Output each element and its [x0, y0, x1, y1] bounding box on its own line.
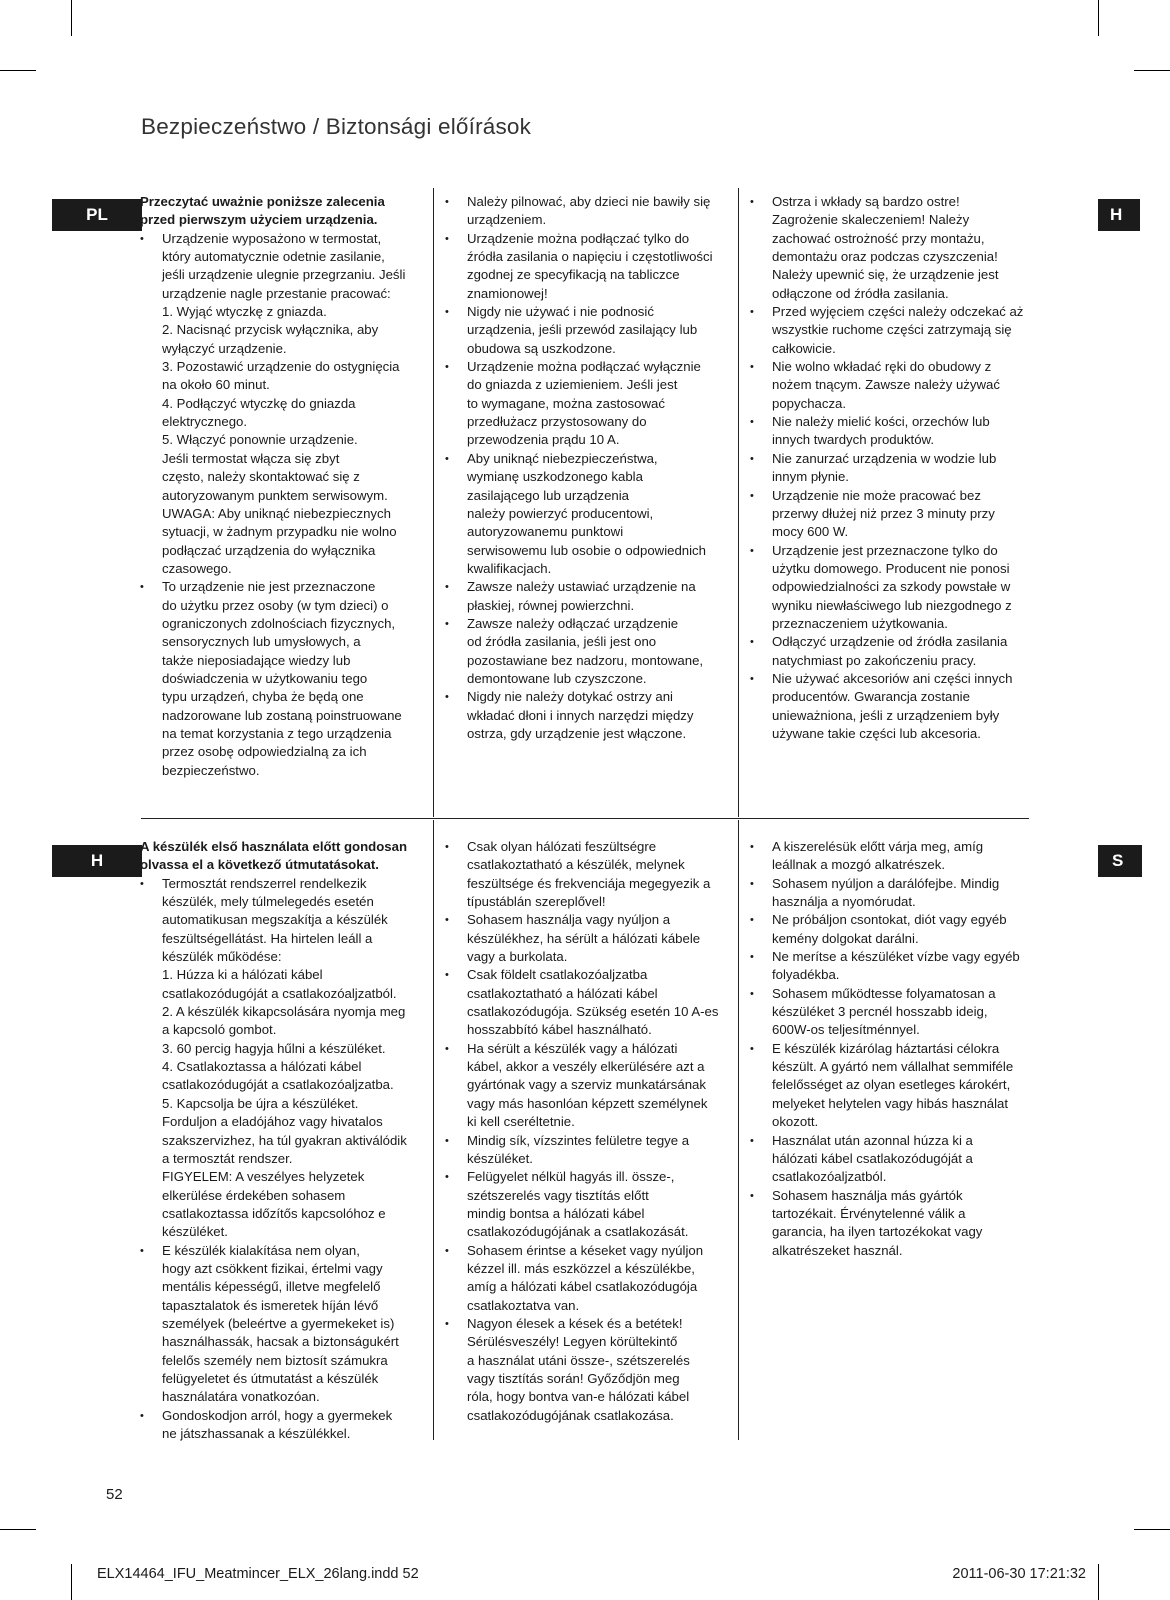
text-line: często, należy skontaktować się z	[162, 469, 360, 485]
section-divider	[141, 818, 1029, 819]
list-item	[750, 633, 1040, 670]
list-item	[445, 450, 735, 578]
text-line: • Felügyelet nélkül hagyás ill. össze-,	[467, 1169, 675, 1185]
text-line: a termosztát rendszer.	[162, 1150, 293, 1166]
text-line: do użytku przez osoby (w tym dzieci) o	[162, 597, 389, 613]
text-line: típustáblán szereplővel!	[467, 894, 606, 910]
text-line: nożem tnącym. Zawsze należy używać	[772, 377, 1000, 393]
pl-intro: Przeczytać uważnie poniższe zalecenia przed pierwszym użyciem urządzenia.	[140, 194, 385, 228]
text-line: • E készülék kizárólag háztartási célokra	[772, 1040, 1000, 1056]
list-item	[750, 358, 1040, 413]
text-line: także nieposiadające wiedzy lub	[162, 652, 351, 668]
text-line: na około 60 minut.	[162, 377, 270, 393]
text-line: • Ostrza i wkłady są bardzo ostre!	[772, 194, 960, 209]
text-line: • Csak földelt csatlakozóaljzatba	[467, 967, 648, 983]
text-line: feszültsége és frekvenciája megegyezik a	[467, 875, 711, 891]
text-line: • E készülék kialakítása nem olyan,	[162, 1242, 360, 1258]
language-tab-edge-bottom	[1098, 845, 1124, 877]
text-line: csatlakozódugóját a csatlakozóaljzatból.	[162, 985, 397, 1001]
text-line: wkładać dłoni i innych narzędzi między	[467, 707, 694, 723]
list-item	[445, 1242, 735, 1315]
list-item	[445, 911, 735, 966]
text-line: przewodzenia prądu 10 A.	[467, 432, 620, 448]
column-divider	[738, 188, 739, 817]
text-line: róla, hogy bontva van-e hálózati kábel	[467, 1389, 690, 1405]
text-line: használja a nyomórudat.	[772, 894, 916, 910]
text-line: csatlakoztatva van.	[467, 1297, 580, 1313]
list-item	[750, 911, 1040, 948]
text-line: készülékhez, ha sérült a hálózati kábele	[467, 930, 701, 946]
text-line: használhassák, hacsak a biztonságukért	[162, 1334, 399, 1350]
text-line: demontażu oraz podczas czyszczenia!	[772, 249, 998, 265]
text-line: zasilającego lub urządzenia	[467, 487, 630, 503]
text-line: • Nie używać akcesoriów ani części innych	[772, 670, 1013, 686]
text-line: odpowiedzialności za szkody powstałe w	[772, 579, 1011, 595]
text-line: innych twardych produktów.	[772, 432, 934, 448]
text-line: 5. Kapcsolja be újra a készüléket.	[162, 1095, 359, 1111]
text-line: Sérülésveszély! Legyen körültekintő	[467, 1334, 678, 1350]
text-line: 5. Włączyć ponownie urządzenie.	[162, 432, 358, 448]
list-item	[445, 966, 735, 1039]
text-line: csatlakoztatható a készülék, melynek	[467, 857, 685, 873]
text-line: alkatrészeket használ.	[772, 1242, 903, 1258]
text-line: leállnak a mozgó alkatrészek.	[772, 857, 945, 873]
text-line: csatlakoztassa időzítős kapcsolóhoz e	[162, 1205, 386, 1221]
list-item	[445, 193, 735, 230]
text-line: elkerülése érdekében sohasem	[162, 1187, 346, 1203]
text-line: csatlakozódugója. Szükség esetén 10 A-es	[467, 1004, 719, 1020]
text-line: hogy azt csökkent fizikai, értelmi vagy	[162, 1260, 383, 1276]
text-line: serwisowemu lub osobie o odpowiednich	[467, 542, 706, 558]
hu-intro: A készülék első használata előtt gondosan olvassa el a következő útmutatásokat.	[140, 839, 407, 873]
text-line: autoryzowanym punktem serwisowym.	[162, 487, 388, 503]
text-line: a használat utáni össze-, szétszerelés	[467, 1352, 690, 1368]
list-item	[140, 875, 430, 1242]
list-item	[445, 688, 735, 743]
text-line: przerwy dłużej niż przez 3 minuty przy	[772, 505, 995, 521]
language-tab-next-h: H	[1098, 199, 1140, 231]
text-line: jeśli urządzenie ulegnie przegrzaniu. Jeśli	[162, 267, 406, 283]
text-line: okozott.	[772, 1114, 819, 1130]
text-line: natychmiast po zakończeniu pracy.	[772, 652, 977, 668]
text-line: kwalifikacjach.	[467, 560, 552, 576]
text-line: ograniczonych zdolnościach fizycznych,	[162, 615, 396, 631]
text-line: odłączone od źródła zasilania.	[772, 285, 949, 301]
text-line: csatlakozódugóját a csatlakozóaljzatba.	[162, 1077, 394, 1093]
text-line: gyártónak vagy a szerviz munkatársának	[467, 1077, 706, 1093]
language-tab-next-s: S	[1098, 845, 1142, 877]
text-line: vagy más hasonlóan képzett személynek	[467, 1095, 708, 1111]
text-line: do gniazda z uziemieniem. Jeśli jest	[467, 377, 678, 393]
crop-mark	[1098, 1564, 1099, 1600]
text-line: • Ha sérült a készülék vagy a hálózati	[467, 1040, 678, 1056]
list-item	[750, 1187, 1040, 1260]
text-line: • Csak olyan hálózati feszültségre	[467, 839, 657, 854]
text-line: • A kiszerelésük előtt várja meg, amíg	[772, 839, 984, 854]
text-line: ostrza, gdy urządzenie jest włączone.	[467, 725, 687, 741]
column-divider	[433, 188, 434, 817]
text-line: nadzorowane lub zostaną poinstruowane	[162, 707, 402, 723]
text-line: • Urządzenie można podłączać tylko do	[467, 230, 690, 246]
list-item	[750, 670, 1040, 743]
text-line: • Urządzenie nie może pracować bez	[772, 487, 981, 503]
text-line: popychacza.	[772, 395, 847, 411]
text-line: vagy tisztítás során! Győződjön meg	[467, 1370, 680, 1386]
text-line: hosszabbító kábel használható.	[467, 1022, 652, 1038]
text-line: szétszerelés vagy tisztítás előtt	[467, 1187, 649, 1203]
text-line: felelős személy nem biztosít számukra	[162, 1352, 388, 1368]
text-line: • Nie zanurzać urządzenia w wodzie lub	[772, 450, 997, 466]
text-line: doświadczenia w użytkowaniu tego	[162, 670, 368, 686]
text-line: podłączać urządzenia do wyłącznika	[162, 542, 376, 558]
text-line: autoryzowanemu punktowi	[467, 524, 624, 540]
list-item	[445, 230, 735, 303]
column-divider	[433, 820, 434, 1440]
list-item	[750, 193, 1040, 303]
pl-col1-list	[140, 230, 430, 780]
text-line: készült. A gyártó nem vállalhat semmiféle	[772, 1059, 1014, 1075]
list-item	[140, 1407, 430, 1444]
list-item	[750, 303, 1040, 358]
language-tab-pl: PL	[52, 199, 142, 231]
page-number: 52	[106, 1486, 123, 1503]
text-line: ki kell cseréltetnie.	[467, 1114, 575, 1130]
text-line: tartozékait. Érvénytelenné válik a	[772, 1205, 966, 1221]
text-line: automatikusan megszakítja a készülék	[162, 912, 388, 928]
list-item	[750, 948, 1040, 985]
hu-col1-list	[140, 875, 430, 1444]
text-line: feszültségellátást. Ha hirtelen leáll a	[162, 930, 373, 946]
hu-column-3	[750, 838, 1040, 1260]
text-line: unieważniona, jeśli z urządzeniem były	[772, 707, 1000, 723]
text-line: • Zawsze należy ustawiać urządzenie na	[467, 579, 696, 595]
text-line: • Odłączyć urządzenie od źródła zasilania	[772, 634, 1008, 650]
text-line: na temat korzystania z tego urządzenia	[162, 725, 392, 741]
hu-column-2	[445, 838, 735, 1425]
hu-col2-list	[445, 838, 735, 1425]
text-line: urządzenia, jeśli przewód zasilający lub	[467, 322, 698, 338]
text-line: 4. Csatlakoztassa a hálózati kábel	[162, 1059, 362, 1075]
text-line: kábel, akkor a veszély elkerülésére azt a	[467, 1059, 705, 1075]
text-line: készüléket.	[162, 1224, 228, 1240]
text-line: Forduljon a eladójához vagy hivatalos	[162, 1114, 383, 1130]
text-line: • Nie należy mielić kości, orzechów lub	[772, 414, 990, 430]
list-item	[750, 450, 1040, 487]
language-tab-h: H	[52, 845, 142, 877]
text-line: przedłużacz przystosowany do	[467, 414, 647, 430]
text-line: • Sohasem érintse a késeket vagy nyúljon	[467, 1242, 704, 1258]
text-line: • To urządzenie nie jest przeznaczone	[162, 579, 376, 595]
text-line: • Mindig sík, vízszintes felületre tegye a	[467, 1132, 690, 1148]
footer-timestamp: 2011-06-30 17:21:32	[952, 1566, 1086, 1582]
text-line: csatlakozódugójának csatlakozása.	[467, 1407, 674, 1423]
text-line: garancia, ha ilyen tartozékokat vagy	[772, 1224, 983, 1240]
text-line: sensorycznych lub umysłowych, a	[162, 634, 361, 650]
text-line: felelősséget az olyan esetleges károkért,	[772, 1077, 1011, 1093]
text-line: wyłączyć urządzenie.	[162, 340, 287, 356]
language-tab-edge-top	[1098, 199, 1123, 231]
text-line: felügyeletet és útmutatást a készülék	[162, 1370, 379, 1386]
list-item	[445, 303, 735, 358]
text-line: • Gondoskodjon arról, hogy a gyermekek	[162, 1407, 393, 1423]
list-item	[750, 1040, 1040, 1132]
text-line: przez osobę odpowiedzialną za ich	[162, 744, 367, 760]
text-line: używane takie części lub akcesoria.	[772, 725, 981, 741]
text-line: • Urządzenie wyposażono w termostat,	[162, 230, 382, 246]
text-line: wszystkie ruchome części zatrzymają się	[772, 322, 1012, 338]
text-line: to wymagane, można zastosować	[467, 395, 665, 411]
text-line: tapasztalatok és ismeretek híján lévő	[162, 1297, 379, 1313]
list-item	[750, 875, 1040, 912]
text-line: • Nigdy nie należy dotykać ostrzy ani	[467, 689, 673, 705]
pl-column-3	[750, 193, 1040, 743]
list-item	[445, 615, 735, 688]
text-line: elektrycznego.	[162, 414, 248, 430]
text-line: vagy a burkolata.	[467, 949, 568, 965]
text-line: 1. Wyjąć wtyczkę z gniazda.	[162, 304, 327, 320]
crop-mark	[1134, 1529, 1170, 1530]
text-line: kézzel ill. más eszközzel a készülékbe,	[467, 1260, 695, 1276]
text-line: mindig bontsa a hálózati kábel	[467, 1205, 645, 1221]
text-line: sytuacji, w żadnym przypadku nie wolno	[162, 524, 397, 540]
hu-col3-list	[750, 838, 1040, 1260]
text-line: • Urządzenie można podłączać wyłącznie	[467, 359, 701, 375]
text-line: urządzeniem.	[467, 212, 547, 228]
text-line: csatlakozóaljzatból.	[772, 1169, 887, 1185]
text-line: • Használat után azonnal húzza ki a	[772, 1132, 973, 1148]
text-line: • Nagyon élesek a kések és a betétek!	[467, 1315, 683, 1331]
text-line: amíg a hálózati kábel csatlakozódugója	[467, 1279, 698, 1295]
list-item	[445, 1040, 735, 1132]
text-line: készülék működése:	[162, 949, 282, 965]
text-line: obudowa są uszkodzone.	[467, 340, 616, 356]
column-divider	[738, 820, 739, 1440]
text-line: csatlakozódugójának a csatlakozását.	[467, 1224, 689, 1240]
text-line: hálózati kábel csatlakozódugóját a	[772, 1150, 973, 1166]
list-item	[750, 487, 1040, 542]
text-line: • Sohasem nyúljon a darálófejbe. Mindig	[772, 875, 1000, 891]
pl-col2-list	[445, 193, 735, 743]
crop-mark	[71, 0, 72, 36]
text-line: Jeśli termostat włącza się zbyt	[162, 450, 340, 466]
text-line: • Sohasem használja más gyártók	[772, 1187, 963, 1203]
footer-filename: ELX14464_IFU_Meatmincer_ELX_26lang.indd 52	[97, 1566, 419, 1582]
list-item	[140, 1242, 430, 1407]
text-line: készüléket.	[467, 1150, 533, 1166]
list-item	[445, 1132, 735, 1169]
text-line: kemény dolgokat darálni.	[772, 930, 919, 946]
pl-column-1	[140, 193, 430, 780]
text-line: FIGYELEM: A veszélyes helyzetek	[162, 1169, 365, 1185]
text-line: demontowane lub czyszczone.	[467, 670, 647, 686]
text-line: od źródła zasilania, jeśli jest ono	[467, 634, 657, 650]
list-item	[140, 230, 430, 579]
text-line: • Przed wyjęciem części należy odczekać aż	[772, 304, 1024, 320]
list-item	[750, 838, 1040, 875]
list-item	[445, 1315, 735, 1425]
text-line: mocy 600 W.	[772, 524, 849, 540]
text-line: UWAGA: Aby uniknąć niebezpiecznych	[162, 505, 391, 521]
list-item	[445, 1168, 735, 1241]
text-line: készüléket 3 percnél hosszabb ideig,	[772, 1004, 988, 1020]
text-line: 1. Húzza ki a hálózati kábel	[162, 967, 323, 983]
text-line: zachować ostrożność przy montażu,	[772, 230, 985, 246]
list-item	[750, 542, 1040, 634]
text-line: a kapcsoló gombot.	[162, 1022, 277, 1038]
text-line: urządzenie nagle przestanie pracować:	[162, 285, 391, 301]
text-line: • Nie wolno wkładać ręki do obudowy z	[772, 359, 992, 375]
text-line: csatlakoztatható a hálózati kábel	[467, 985, 658, 1001]
text-line: • Urządzenie jest przeznaczone tylko do	[772, 542, 998, 558]
text-line: • Sohasem használja vagy nyúljon a	[467, 912, 671, 928]
text-line: producentów. Gwarancja zostanie	[772, 689, 970, 705]
text-line: wymianę uszkodzonego kabla	[467, 469, 643, 485]
text-line: • Sohasem működtesse folyamatosan a	[772, 985, 996, 1001]
text-line: który automatycznie odetnie zasilanie,	[162, 249, 385, 265]
pl-col3-list	[750, 193, 1040, 743]
text-line: płaskiej, równej powierzchni.	[467, 597, 635, 613]
crop-mark	[1098, 0, 1099, 36]
text-line: zgodnej ze specyfikacją na tabliczce	[467, 267, 680, 283]
text-line: 2. Nacisnąć przycisk wyłącznika, aby	[162, 322, 379, 338]
list-item	[750, 1132, 1040, 1187]
text-line: całkowicie.	[772, 340, 836, 356]
list-item	[750, 985, 1040, 1040]
crop-mark	[0, 70, 36, 71]
list-item	[445, 358, 735, 450]
text-line: źródła zasilania o napięciu i częstotliwości	[467, 249, 713, 265]
text-line: ne játszhassanak a készülékkel.	[162, 1426, 351, 1441]
text-line: 2. A készülék kikapcsolására nyomja meg	[162, 1004, 406, 1020]
text-line: személyek (beleértve a gyermekeket is)	[162, 1315, 395, 1331]
text-line: 3. Pozostawić urządzenie do ostygnięcia	[162, 359, 400, 375]
text-line: należy powierzyć producentowi,	[467, 505, 654, 521]
crop-mark	[71, 1564, 72, 1600]
text-line: 4. Podłączyć wtyczkę do gniazda	[162, 395, 356, 411]
list-item	[445, 838, 735, 911]
page-title: Bezpieczeństwo / Biztonsági előírások	[141, 114, 532, 139]
text-line: Należy upewnić się, że urządzenie jest	[772, 267, 999, 283]
text-line: • Termosztát rendszerrel rendelkezik	[162, 875, 367, 891]
text-line: • Nigdy nie używać i nie podnosić	[467, 304, 654, 320]
text-line: 600W-os teljesítménnyel.	[772, 1022, 920, 1038]
text-line: użytku domowego. Producent nie ponosi	[772, 560, 1010, 576]
text-line: Zagrożenie skaleczeniem! Należy	[772, 212, 970, 228]
list-item	[445, 578, 735, 615]
crop-mark	[1134, 70, 1170, 71]
text-line: typu urządzeń, chyba że będą one	[162, 689, 364, 705]
hu-column-1	[140, 838, 430, 1443]
text-line: czasowego.	[162, 560, 232, 576]
text-line: 3. 60 percig hagyja hűlni a készüléket.	[162, 1040, 386, 1056]
list-item	[140, 578, 430, 780]
text-line: használatára vonatkozóan.	[162, 1389, 320, 1405]
text-line: wyniku niewłaściwego lub niezgodnego z	[772, 597, 1012, 613]
text-line: készülék, mely túlmelegedés esetén	[162, 894, 374, 910]
text-line: • Ne próbáljon csontokat, diót vagy egyéb	[772, 912, 1007, 928]
pl-column-2	[445, 193, 735, 743]
text-line: znamionowej!	[467, 285, 548, 301]
text-line: • Należy pilnować, aby dzieci nie bawiły się	[467, 194, 711, 209]
text-line: mentális képességű, illetve megfelelő	[162, 1279, 381, 1295]
text-line: melyeket helytelen vagy hibás használat	[772, 1095, 1009, 1111]
text-line: • Aby uniknąć niebezpieczeństwa,	[467, 450, 658, 466]
text-line: bezpieczeństwo.	[162, 762, 260, 778]
text-line: • Zawsze należy odłączać urządzenie	[467, 615, 679, 631]
text-line: folyadékba.	[772, 967, 840, 983]
crop-mark	[0, 1529, 36, 1530]
text-line: • Ne merítse a készüléket vízbe vagy egyéb	[772, 949, 1020, 965]
list-item	[750, 413, 1040, 450]
text-line: szakszervizhez, ha túl gyakran aktiválódik	[162, 1132, 407, 1148]
text-line: pozostawiane bez nadzoru, montowane,	[467, 652, 704, 668]
text-line: innym płynie.	[772, 469, 849, 485]
text-line: przeznaczeniem użytkowania.	[772, 615, 948, 631]
